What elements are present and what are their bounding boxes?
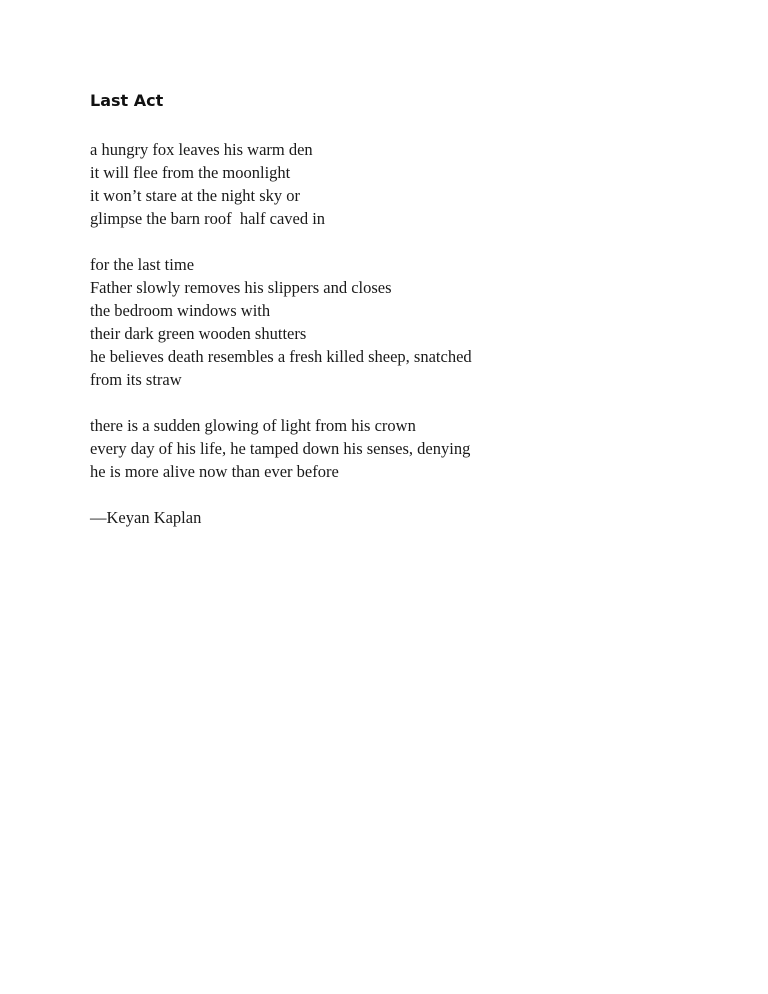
poem-line: their dark green wooden shutters — [90, 324, 307, 343]
stanza-1 — [90, 138, 710, 230]
poem-line: Father slowly removes his slippers and closes — [90, 278, 392, 297]
poem-line: it won’t stare at the night sky or — [90, 186, 301, 205]
poem-line: he is more alive now than ever before — [90, 462, 339, 481]
poem-line: glimpse the barn roof half caved in — [90, 209, 326, 228]
poem-line: there is a sudden glowing of light from his crown — [90, 416, 416, 435]
poem-line: it will flee from the moonlight — [90, 163, 291, 182]
stanza-3 — [90, 414, 710, 483]
poem-body — [90, 138, 710, 529]
stanza-2 — [90, 253, 710, 391]
poem-line: a hungry fox leaves his warm den — [90, 140, 313, 159]
poem-byline: —Keyan Kaplan — [90, 508, 202, 527]
poem-line: from its straw — [90, 370, 182, 389]
poem-line: the bedroom windows with — [90, 301, 271, 320]
poem-line: he believes death resembles a fresh killed sheep, snatched — [90, 347, 472, 366]
poem-line: for the last time — [90, 255, 195, 274]
poem-title: Last Act — [90, 91, 164, 110]
poem-line: every day of his life, he tamped down his senses, denying — [90, 439, 471, 458]
